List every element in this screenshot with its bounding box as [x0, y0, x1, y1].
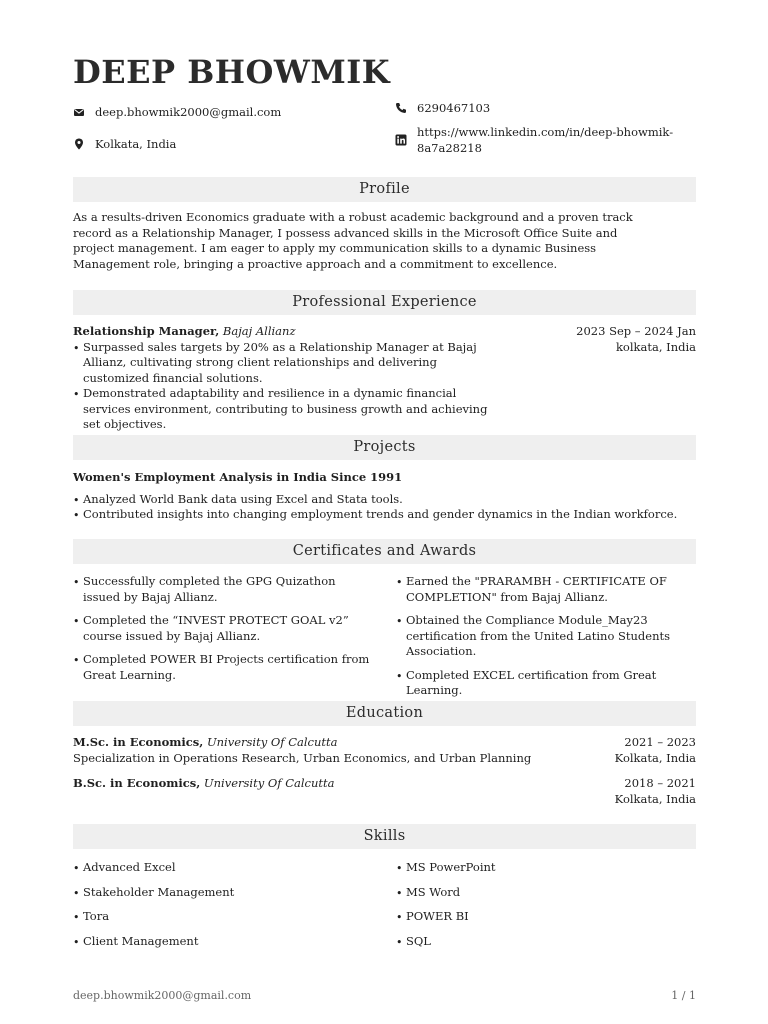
list-item: • Completed EXCEL certification from Great Learning. — [396, 668, 696, 699]
profile-summary: As a results-driven Economics graduate with a robust academic background and a proven track record as a Relationship Manager, I possess advanced skills in the Microsoft Office Suite and project management. I am eager to apply my communication skills to a dynamic Business Management role, bringing a proactive approach and a commitment to excellence. — [73, 210, 633, 271]
education-location: Kolkata, India — [614, 750, 696, 765]
list-item: • Successfully completed the GPG Quizathon issued by Bajaj Allianz. — [73, 574, 373, 605]
list-item: • Analyzed World Bank data using Excel and Stata tools. — [73, 492, 696, 508]
section-heading-skills: Skills — [73, 824, 696, 849]
phone-icon — [395, 102, 407, 114]
job-company: Bajaj Allianz — [222, 324, 296, 338]
degree-detail: Specialization in Operations Research, Urban Economics, and Urban Planning — [73, 750, 532, 765]
skill-item: • MS Word — [396, 885, 696, 901]
section-heading-projects: Projects — [73, 435, 696, 460]
email-text: deep.bhowmik2000@gmail.com — [95, 105, 282, 119]
experience-bullets — [73, 340, 493, 433]
section-heading-certificates: Certificates and Awards — [73, 539, 696, 564]
skill-item: • Advanced Excel — [73, 860, 373, 876]
phone-text: 6290467103 — [417, 101, 491, 115]
education-entry-bsc — [73, 776, 696, 806]
school-name: University Of Calcutta — [206, 735, 338, 749]
skill-item: • Client Management — [73, 934, 373, 950]
list-item: • Completed POWER BI Projects certification from Great Learning. — [73, 652, 373, 683]
education-location: Kolkata, India — [614, 791, 696, 806]
list-item: • Obtained the Compliance Module_May23 certification from the United Latino Students Association. — [396, 613, 696, 660]
list-item: • Earned the "PRARAMBH - CERTIFICATE OF COMPLETION" from Bajaj Allianz. — [396, 574, 696, 605]
job-dates: 2023 Sep – 2024 Jan — [576, 324, 696, 338]
project-title: Women's Employment Analysis in India Since 1991 — [73, 470, 403, 484]
list-item: • Demonstrated adaptability and resilience in a dynamic financial services environment, contributing to business growth and achieving set objectives. — [73, 386, 493, 433]
profile-section — [73, 210, 696, 272]
list-item: • Completed the “INVEST PROTECT GOAL v2” course issued by Bajaj Allianz. — [73, 613, 373, 644]
skills-list — [73, 860, 696, 960]
education-dates: 2021 – 2023 — [624, 735, 696, 749]
linkedin-url: https://www.linkedin.com/in/deep-bhowmik-8a7a28218 — [417, 125, 674, 155]
list-item: • Contributed insights into changing employment trends and gender dynamics in the Indian workforce. — [73, 507, 696, 523]
linkedin-icon — [395, 134, 407, 146]
candidate-name: DEEP BHOWMIK — [73, 53, 391, 91]
degree-name: B.Sc. in Economics, — [73, 776, 201, 790]
skill-item: • SQL — [396, 934, 696, 950]
degree-name: M.Sc. in Economics, — [73, 735, 204, 749]
project-entry — [73, 470, 696, 523]
project-bullets — [73, 492, 696, 523]
skill-item: • Stakeholder Management — [73, 885, 373, 901]
experience-entry — [73, 324, 696, 433]
school-name: University Of Calcutta — [203, 776, 335, 790]
job-location: kolkata, India — [615, 339, 696, 354]
skill-item: • MS PowerPoint — [396, 860, 696, 876]
section-heading-experience: Professional Experience — [73, 290, 696, 315]
list-item: • Surpassed sales targets by 20% as a Relationship Manager at Bajaj Allianz, cultivating strong client relationships and delivering customized financial solutions. — [73, 340, 493, 387]
resume-page — [73, 0, 696, 1024]
page-footer — [73, 988, 696, 1004]
education-dates: 2018 – 2021 — [624, 776, 696, 790]
certificates-list — [73, 574, 696, 697]
location-text: Kolkata, India — [95, 137, 177, 151]
envelope-icon — [73, 106, 85, 118]
footer-email: deep.bhowmik2000@gmail.com — [73, 989, 252, 1002]
location-pin-icon — [73, 138, 85, 150]
section-heading-education: Education — [73, 701, 696, 726]
education-entry-msc — [73, 735, 696, 766]
page-number: 1 / 1 — [671, 989, 696, 1002]
section-heading-profile: Profile — [73, 177, 696, 202]
skill-item: • Tora — [73, 909, 373, 925]
skill-item: • POWER BI — [396, 909, 696, 925]
job-role: Relationship Manager, — [73, 324, 220, 338]
